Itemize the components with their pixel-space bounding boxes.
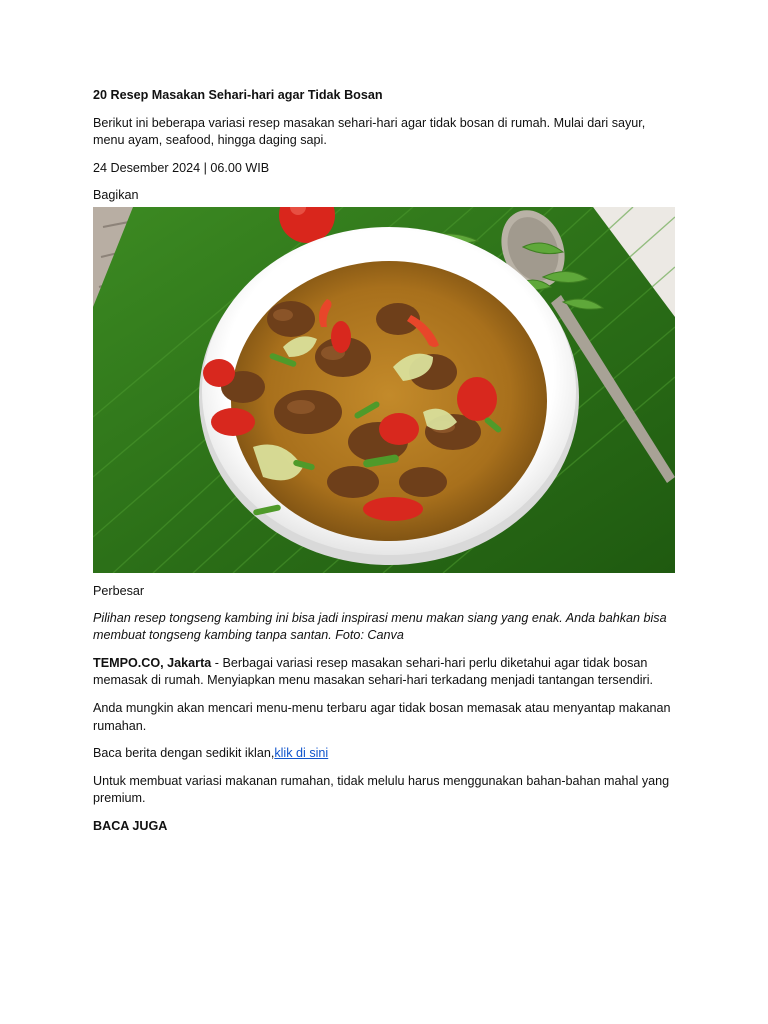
read-also-heading: BACA JUGA <box>93 818 168 833</box>
paragraph-3: Untuk membuat variasi makanan rumahan, tidak melulu harus menggunakan bahan-bahan mahal yang premium. <box>93 773 670 806</box>
paragraph-1 <box>93 655 675 690</box>
ad-notice <box>93 745 675 763</box>
paragraph-2: Anda mungkin akan mencari menu-menu terbaru agar tidak bosan memasak atau menyantap makanan rumahan. <box>93 700 671 733</box>
tongseng-photo <box>93 207 675 573</box>
share-label[interactable]: Bagikan <box>93 188 139 203</box>
ad-link[interactable]: klik di sini <box>274 746 329 761</box>
article-date: 24 Desember 2024 | 06.00 WIB <box>93 160 270 175</box>
ad-notice-text: Baca berita dengan sedikit iklan, <box>93 746 275 761</box>
article-lead: Berikut ini beberapa variasi resep masakan sehari-hari agar tidak bosan di rumah. Mulai dari sayur, menu ayam, seafood, hingga daging sapi. <box>93 115 646 148</box>
article-body <box>93 85 675 836</box>
dateline: TEMPO.CO, Jakarta <box>93 655 212 670</box>
article-title: 20 Resep Masakan Sehari-hari agar Tidak Bosan <box>93 88 383 102</box>
enlarge-label[interactable]: Perbesar <box>93 583 145 598</box>
photo-caption: Pilihan resep tongseng kambing ini bisa jadi inspirasi menu makan siang yang enak. Anda bahkan bisa membuat tongseng kambing tanpa santan. Foto: Canva <box>93 610 667 643</box>
paragraph-1-text: - Berbagai variasi resep masakan sehari-hari perlu diketahui agar tidak bosan memasak di rumah. Menyiapkan menu masakan sehari-hari terkadang menjadi tantangan tersendiri. <box>93 655 654 688</box>
